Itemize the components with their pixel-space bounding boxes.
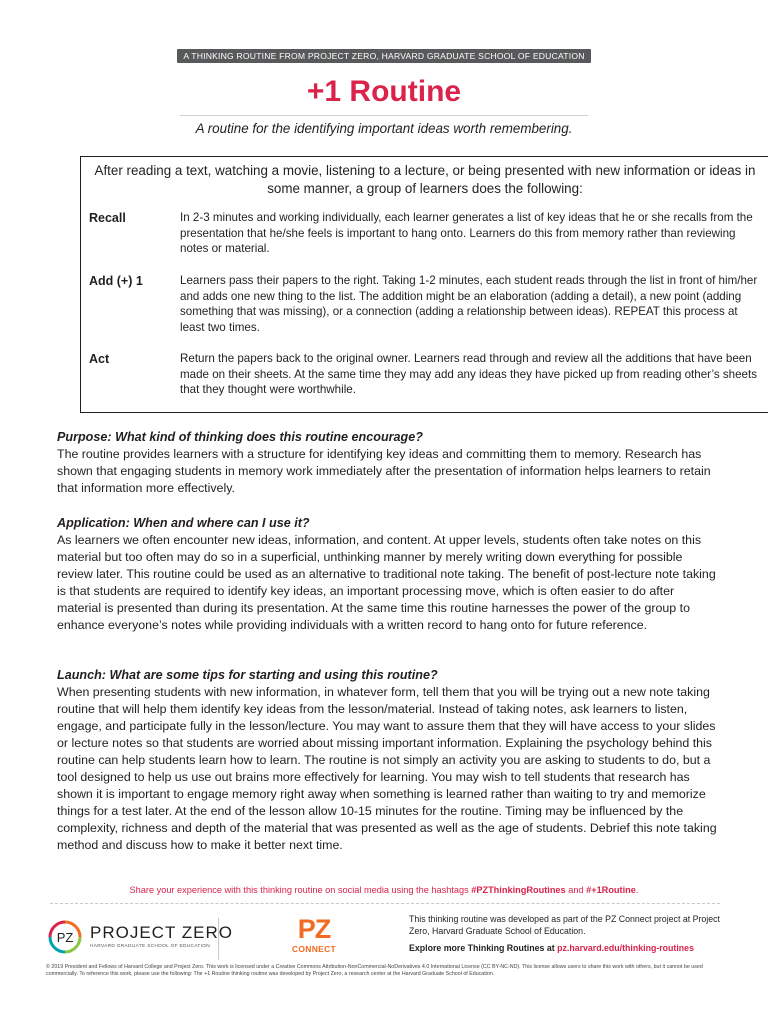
share-middle: and <box>565 885 587 895</box>
section-heading: Application: When and where can I use it? <box>57 516 310 530</box>
section-body: When presenting students with new information, in whatever form, tell them that you will be trying out a new note taking routine that will help them identify key ideas from the lesson/material. Instead of taking notes, ask learners to listen, engage, and participate fully in the lesson/lecture. You may want to assure them that they will have access to your slides or lecture notes so that students are worried about missing important information. Explaining the psychology behind this routine can help students learn how to learn. The routine is not simply an activity you are asking to students to do, but a tool designed to help us use out brains more effectively for learning. You may wish to tell students that research has shown it is important to engage memory right away when something is learned rather than waiting to try and memorize things for a test later. At the end of the lesson allow 10-15 minutes for the routine. Timing may be influenced by the complexity, richness and depth of the material that was presented as well as the age of students. Debrief this note taking method and discuss how to make it better next time. <box>57 685 717 852</box>
section-heading: Launch: What are some tips for starting and using this routine? <box>57 668 438 682</box>
pz-connect-logo <box>286 914 342 960</box>
section-application <box>57 515 717 634</box>
hashtag-pz-thinking-routines[interactable]: #PZThinkingRoutines <box>471 885 566 895</box>
page-title: +1 Routine <box>306 75 462 108</box>
step-text: In 2-3 minutes and working individually, each learner generates a list of key ideas that he or she recalls from the presentation that he/she feels is important to hang onto. Learners do this from memory rather than reviewing notes or material. <box>180 211 753 256</box>
step-name: Recall <box>89 211 126 225</box>
step-name: Add (+) 1 <box>89 274 143 288</box>
steps-intro: After reading a text, watching a movie, listening to a lecture, or being presented with new information or ideas in some manner, a group of learners does the following: <box>94 163 756 196</box>
section-heading: Purpose: What kind of thinking does this routine encourage? <box>57 430 423 444</box>
connect-initials: PZ <box>297 914 331 944</box>
step-text: Return the papers back to the original owner. Learners read through and review all the additions that have been made on their sheets. At the same time they may add any ideas they have picked up from reading other’s sheets that they thought were worthwhile. <box>180 352 758 397</box>
banner-wrap <box>0 46 768 64</box>
logo-divider <box>218 918 219 960</box>
footer-divider <box>50 903 720 904</box>
explore-label: Explore more Thinking Routines at <box>409 943 558 953</box>
page-subtitle: A routine for the identifying important ideas worth remembering. <box>195 121 573 136</box>
share-prefix: Share your experience with this thinking routine on social media using the hashtags <box>129 885 472 895</box>
share-suffix: . <box>635 885 639 895</box>
connect-label: CONNECT <box>291 944 337 954</box>
section-body: As learners we often encounter new ideas, information, and content. At upper levels, students often take notes on this material but too often may do so in a superficial, unthinking manner by merely writing down everything for possible review later. This routine could be used as an alternative to traditional note taking. The benefit of post-lecture note taking is that students are required to identify key ideas, an important processing move, which is often easier to do after material is presented than during its presentation. At the same time this routine harnesses the power of the group to enhance everyone’s notes while providing individuals with a written record to hang onto for future reference. <box>57 533 716 632</box>
project-zero-logo <box>48 918 233 958</box>
license-note: © 2019 President and Fellows of Harvard College and Project Zero. This work is licensed under a Creative Commons Attribution-NonCommercial-NoDerivatives 4.0 International License (CC BY-NC-ND). This license allows users to share this work with others, but it cannot be used commercially. To reference this work, please use the following: The +1 Routine thinking routine was developed by Project Zero, a research center at the Harvard Graduate School of Education. <box>46 964 703 977</box>
title-divider <box>180 115 588 116</box>
explore-line <box>409 942 739 954</box>
step-name: Act <box>89 352 110 366</box>
pz-name: PROJECT ZERO <box>90 923 233 942</box>
step-text: Learners pass their papers to the right. Taking 1-2 minutes, each student reads through the list in front of him/her and adds one new thing to the list. The addition might be an elaboration (adding a detail), a new point (adding something that was missing), or a connection (adding a relationship between ideas). REPEAT this process at least two times. <box>180 274 758 334</box>
explore-link[interactable]: pz.harvard.edu/thinking-routines <box>557 943 694 953</box>
steps-box <box>80 156 768 413</box>
pz-initials: PZ <box>56 930 74 945</box>
routine-banner: A THINKING ROUTINE FROM PROJECT ZERO, HARVARD GRADUATE SCHOOL OF EDUCATION <box>177 49 590 63</box>
pz-subtitle: HARVARD GRADUATE SCHOOL OF EDUCATION <box>90 944 211 949</box>
share-line <box>0 884 768 896</box>
section-launch <box>57 667 717 854</box>
section-purpose <box>57 429 717 497</box>
credit-text: This thinking routine was developed as part of the PZ Connect project at Project Zero, Harvard Graduate School of Education. <box>409 914 720 936</box>
section-body: The routine provides learners with a structure for identifying key ideas and committing them to memory. Research has shown that engaging students in memory work immediately after the presentation of information helps learners to retain that information more effectively. <box>57 447 711 495</box>
pz-circle-icon <box>48 920 82 954</box>
hashtag-plus1-routine[interactable]: #+1Routine <box>586 885 636 895</box>
